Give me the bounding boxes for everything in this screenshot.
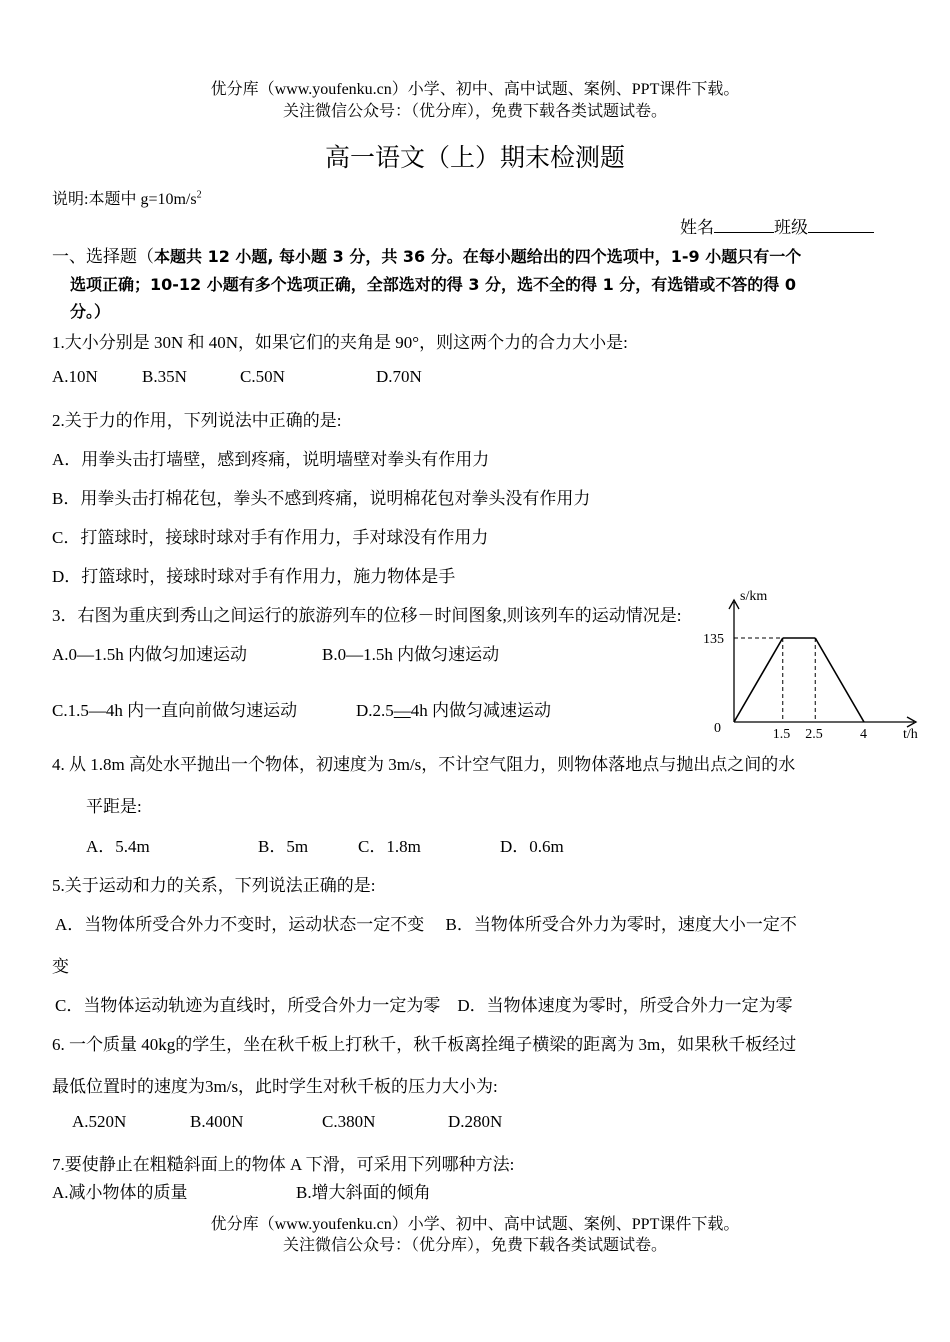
q3-option-d-label: D.2.5	[356, 701, 394, 720]
y-axis-label: s/km	[740, 589, 768, 604]
series-segment-1	[734, 638, 783, 722]
class-blank	[808, 218, 874, 233]
q2-option-a: A．用拳头击打墙壁，感到疼痛，说明墙壁对拳头有作用力	[52, 450, 490, 469]
q7-option-a: A.减小物体的质量	[52, 1183, 188, 1202]
footer-line-2: 关注微信公众号：（优分库），免费下载各类试题试卷。	[282, 1237, 667, 1254]
q3-option-b: B.0—1.5h 内做匀速运动	[322, 645, 500, 664]
q4-stem-1: 4. 从 1.8m 高处水平抛出一个物体，初速度为 3m/s，不计空气阻力，则物体落地点与抛出点之间的水	[52, 755, 796, 774]
note-text: 说明:本题中 g=10m/s	[52, 191, 197, 208]
q3-stem: 3．右图为重庆到秀山之间运行的旅游列车的位移－时间图象,则该列车的运动情况是:	[52, 606, 682, 625]
q3-option-c: C.1.5—4h 内一直向前做匀速运动	[52, 701, 298, 720]
section-1-bold-2: 选项正确；10-12 小题有多个选项正确，全部选对的得 3 分，选不全的得 1 分，有选错或不答的得 0	[70, 275, 796, 294]
q1-option-c: C.50N	[240, 367, 285, 386]
q6-stem-1: 6. 一个质量 40kg的学生，坐在秋千板上打秋千，秋千板离拴绳子横梁的距离为 3m，如果秋千板经过	[52, 1035, 797, 1054]
x-tick-label: 2.5	[805, 727, 823, 742]
x-axis-label: t/h	[903, 727, 918, 742]
header-line-2: 关注微信公众号：（优分库），免费下载各类试题试卷。	[282, 103, 667, 120]
q2-option-c: C．打篮球时，接球时球对手有作用力，手对球没有作用力	[52, 528, 489, 547]
q4-option-b: B．5m	[258, 837, 309, 856]
section-1-line-1	[52, 242, 801, 267]
page-title: 高一语文（上）期末检测题	[324, 145, 625, 172]
q3-option-d-dash: —	[393, 701, 411, 720]
q1-option-b: B.35N	[142, 367, 187, 386]
q1-stem: 1.大小分别是 30N 和 40N，如果它们的夹角是 90°，则这两个力的合力大小是:	[52, 333, 628, 352]
note-superscript: 2	[196, 189, 202, 201]
q3-option-d	[356, 696, 551, 721]
x-tick-label: 4	[860, 727, 867, 742]
section-1-bold-3: 分。）	[70, 302, 111, 321]
name-label: 姓名	[680, 218, 714, 237]
name-blank	[714, 218, 774, 233]
q4-option-d: D．0.6m	[500, 837, 564, 856]
q6-option-c: C.380N	[322, 1112, 376, 1131]
q6-option-a: A.520N	[72, 1112, 127, 1131]
section-1-bold-1: 本题共 12 小题, 每小题 3 分，共 36 分。在每小题给出的四个选项中，1-9 小题只有一个	[154, 247, 802, 266]
x-tick-label: 1.5	[772, 727, 791, 742]
position-time-chart	[696, 585, 936, 745]
q5-options-ab-cont: 变	[52, 957, 69, 976]
header-line-1: 优分库（www.youfenku.cn）小学、初中、高中试题、案例、PPT课件下载。	[210, 81, 740, 98]
q5-stem: 5.关于运动和力的关系，下列说法正确的是:	[52, 876, 376, 895]
series-segment-3	[815, 638, 864, 722]
q7-stem: 7.要使静止在粗糙斜面上的物体 A 下滑，可采用下列哪种方法:	[52, 1155, 515, 1174]
note	[52, 186, 202, 209]
q5-options-ab: A．当物体所受合外力不变时，运动状态一定不变 B．当物体所受合外力为零时，速度大小一定不	[55, 915, 797, 934]
origin-label: 0	[714, 721, 721, 736]
section-1-prefix: 一、选择题（	[52, 247, 154, 266]
q7-option-b: B.增大斜面的倾角	[296, 1183, 431, 1202]
q6-option-b: B.400N	[190, 1112, 244, 1131]
q2-option-b: B．用拳头击打棉花包，拳头不感到疼痛，说明棉花包对拳头没有作用力	[52, 489, 591, 508]
q1-option-a: A.10N	[52, 367, 98, 386]
q5-options-cd: C．当物体运动轨迹为直线时，所受合外力一定为零 D．当物体速度为零时，所受合外力一定为零	[55, 996, 793, 1015]
q2-option-d: D．打篮球时，接球时球对手有作用力，施力物体是手	[52, 567, 456, 586]
q3-option-d-rest: 4h 内做匀减速运动	[410, 701, 552, 720]
q4-stem-2: 平距是:	[86, 797, 142, 816]
y-tick-label: 135	[703, 632, 724, 647]
q4-option-c: C．1.8m	[358, 837, 421, 856]
name-class-fields	[680, 213, 874, 238]
footer-line-1: 优分库（www.youfenku.cn）小学、初中、高中试题、案例、PPT课件下载。	[210, 1216, 740, 1233]
q4-option-a: A．5.4m	[86, 837, 150, 856]
q1-option-d: D.70N	[376, 367, 422, 386]
q6-stem-2: 最低位置时的速度为3m/s，此时学生对秋千板的压力大小为:	[52, 1077, 498, 1096]
class-label: 班级	[774, 218, 808, 237]
q2-stem: 2.关于力的作用，下列说法中正确的是:	[52, 411, 342, 430]
q3-option-a: A.0—1.5h 内做匀加速运动	[52, 645, 248, 664]
q6-option-d: D.280N	[448, 1112, 503, 1131]
